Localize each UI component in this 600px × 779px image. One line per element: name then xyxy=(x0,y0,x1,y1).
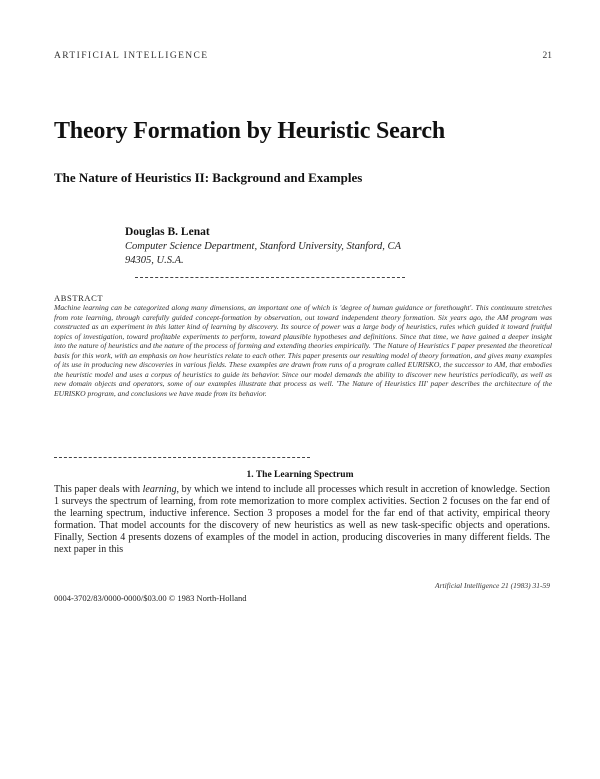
title-block-divider xyxy=(135,277,405,278)
journal-reference: Artificial Intelligence 21 (1983) 31-59 xyxy=(435,581,550,590)
abstract-heading: ABSTRACT xyxy=(54,293,104,303)
paper-subtitle: The Nature of Heuristics II: Background and Examples xyxy=(54,170,363,185)
copyright-line: 0004-3702/83/0000-0000/$03.00 © 1983 North-Holland xyxy=(54,593,247,603)
section-heading: 1. The Learning Spectrum xyxy=(246,470,354,480)
page-number: 21 xyxy=(542,51,552,61)
paper-title: Theory Formation by Heuristic Search xyxy=(54,118,445,144)
body-emphasis: learning xyxy=(142,484,177,495)
running-head: ARTIFICIAL INTELLIGENCE xyxy=(54,51,209,61)
author-name: Douglas B. Lenat xyxy=(125,226,210,238)
body-intro: This paper deals with xyxy=(54,484,143,495)
abstract-divider xyxy=(54,457,310,458)
abstract-body: Machine learning can be categorized along many dimensions, an important one of which is 'degree of human guidance or forethought'. This continuum stretches from rote learning, through carefully guided concept-formation by observation, out toward independent theory formation. Six years ago, the AM program was constructed as an experiment in this latter kind of learning by discovery. Its source of power was a large body of heuristics, rules which guided it toward fruitful topics of investigation, toward profitable experiments to perform, toward plausible hypotheses and definitions. Since that time, we have gained a deeper insight into the nature of heuristics and the nature of the process of forming and extending theories empirically. 'The Nature of Heuristics I' paper presented the theoretical basis for this work, with an emphasis on how heuristics relate to each other. This paper presents our resulting model of theory formation, and gives many examples of its use in producing new discoveries in various fields. These examples are drawn from runs of a program called EURISKO, the successor to AM, that embodies the heuristic model and uses a corpus of heuristics to guide its behavior. Since our model demands the ability to discover new heuristics periodically, as well as new domain objects and operators, some of our examples illustrate that process as well. 'The Nature of Heuristics III' paper describes the architecture of the EURISKO program, and conclusions we have made from its behavior. xyxy=(54,303,552,398)
section-body xyxy=(54,484,550,557)
author-affiliation: Computer Science Department, Stanford University, Stanford, CA 94305, U.S.A. xyxy=(125,241,401,266)
body-rest: , by which we intend to include all processes which result in accretion of knowledge. Section 1 surveys the spectrum of learning, from rote memorization to more complex activities. Section 2 focuses on the far end of the learning spectrum, inductive inference. Section 3 proposes a model for the far end of that activity, empirical theory formation. That model accounts for the discovery of new heuristics as well as new task-specific objects and operations. Finally, Section 4 presents dozens of examples of the model in action, producing discoveries in many different fields. The next paper in this xyxy=(54,484,550,556)
